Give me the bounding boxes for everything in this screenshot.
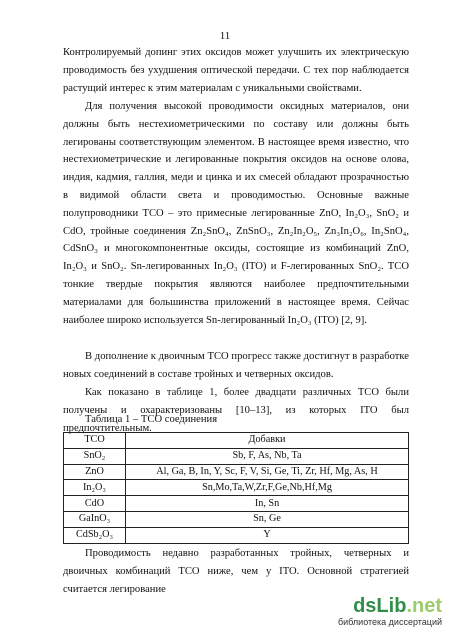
table-row	[64, 496, 409, 512]
table-cell-dopants: Sn,Mo,Ta,W,Zr,F,Ge,Nb,Hf,Mg	[126, 480, 409, 496]
table-cell-dopants: Sn, Ge	[126, 511, 409, 527]
table-cell-dopants: In, Sn	[126, 496, 409, 512]
table-row	[64, 448, 409, 464]
table-row	[64, 480, 409, 496]
header-cell-dopants: Добавки	[126, 433, 409, 449]
table-caption: Таблица 1 – TCO соединения	[85, 414, 218, 425]
header-cell-tco: TCO	[64, 433, 126, 449]
watermark-subtitle: библиотека диссертаций	[337, 617, 442, 627]
table-cell-dopants: Al, Ga, B, In, Y, Sc, F, V, Si, Ge, Ti, Zr, Hf, Mg, As, H	[126, 464, 409, 480]
page-number: 11	[219, 30, 231, 42]
watermark-logo	[324, 596, 442, 630]
table-row	[64, 527, 409, 543]
table-cell-dopants: Sb, F, As, Nb, Ta	[126, 448, 409, 464]
table-row	[64, 464, 409, 480]
table-cell-tco: CdO	[64, 496, 126, 512]
table-cell-tco: In₂O₃	[64, 480, 126, 496]
table-cell-tco: GaInO₃	[64, 511, 126, 527]
paragraph-binary-tco: В дополнение к двоичным TCO прогресс также достигнут в разработке новых соединений в составе тройных и четверных оксидов.	[63, 351, 409, 380]
table-cell-tco: SnO₂	[64, 448, 126, 464]
paragraph-table-reference: Как показано в таблице 1, более двадцати различных TCO были получены и охарактеризованы [10–13], из которых ITO был предпочтительным.	[63, 387, 409, 434]
watermark-title-domain: .net	[406, 595, 442, 617]
table-header-row	[64, 433, 409, 449]
paragraph-conclusion: Проводимость недавно разработанных тройных, четверных и двоичных комбинаций TCO ниже, чем у ITO. Основной стратегией считается легирование	[63, 548, 409, 595]
watermark-title-main: dsLib	[353, 595, 407, 617]
table-cell-dopants: Y	[126, 527, 409, 543]
watermark-title	[324, 596, 442, 617]
tco-table	[63, 432, 409, 544]
table-cell-tco: ZnO	[64, 464, 126, 480]
paragraph-conductivity: Для получения высокой проводимости оксидных материалов, они должны быть нестехиометрическими по составу или должны быть легированы соответствующим элементом. В настоящее время известно, что нестехиометрические и легированные покрытия оксидов на основе олова, индия, кадмия, галлия, меди и цинка и их смесей обладают прозрачностью в видимой области света и проводимостью. Основные важные полупроводники TCO – это примесные легированные ZnO, In₂O₃, SnO₂ и CdO, тройные соединения Zn₂SnO₄, ZnSnO₃, Zn₂In₂O₅, Zn₃In₂O₆, In₂SnO₄, CdSnO₃ и многокомпонентные оксиды, состоящие из комбинаций ZnO, In₂O₃ и SnO₂. Sn-легированных In₂O₃ (ITO) и F-легированных SnO₂. TCO тонкие твердые покрытия являются наиболее предпочтительными материалами для большинства приложений в настоящее время. Сейчас наиболее широко используется Sn-легированный In₂O₃ (ITO) [2, 9].	[63, 101, 409, 326]
table-cell-tco: CdSb₂O₃	[64, 527, 126, 543]
paragraph-doping: Контролируемый допинг этих оксидов может улучшить их электрическую проводимость без ухудшения оптической передачи. С тех пор наблюдается растущий интерес к этим материалам с уникальными свойствами.	[63, 47, 409, 94]
table-row	[64, 511, 409, 527]
